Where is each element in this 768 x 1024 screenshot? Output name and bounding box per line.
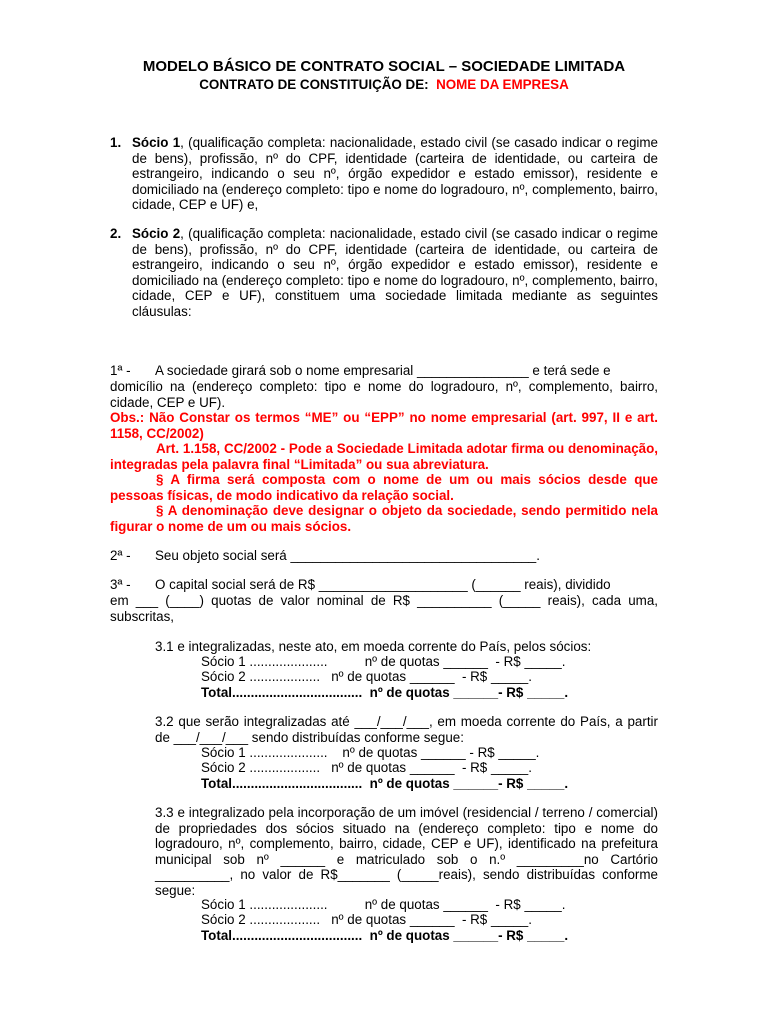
sub-3-2-total: Total................................... nº de quotas ______- R$ _____.	[201, 776, 569, 791]
sub-3-1-total: Total................................... nº de quotas ______- R$ _____.	[201, 685, 569, 700]
page-title: MODELO BÁSICO DE CONTRATO SOCIAL – SOCIEDADE LIMITADA	[142, 58, 626, 75]
sub-3-2-row-socio-1: Sócio 1 ..................... nº de quotas ______ - R$ _____.	[201, 745, 540, 760]
clause-3-line1: O capital social será de R$ ____________________ (______ reais), dividido	[155, 577, 611, 592]
partner-2-name: Sócio 2	[132, 226, 181, 241]
page-subtitle	[0, 77, 768, 93]
sub-3-3-total: Total................................... nº de quotas ______- R$ _____.	[201, 928, 569, 943]
partner-1-paragraph	[132, 135, 658, 213]
company-name-placeholder: NOME DA EMPRESA	[436, 77, 569, 92]
partner-2-text: , (qualificação completa: nacionalidade, estado civil (se casado indicar o regime de bens), profissão, nº do CPF, identidade (carteira de identidade, ou carteira de estrangeiro, indicando o seu nº, órgão expedidor e estado emissor), residente e domiciliado na (endereço completo: tipo e nome do logradouro, nº, complemento, bairro, cidade, CEP e UF), constituem uma sociedade limitada mediante as seguintes cláusulas:	[132, 226, 658, 319]
partner-1-name: Sócio 1	[132, 135, 181, 150]
clause-2-text: Seu objeto social será _________________________________.	[155, 548, 540, 563]
clause-1-line1: A sociedade girará sob o nome empresarial _______________ e terá sede e	[155, 363, 611, 378]
subtitle-prefix: CONTRATO DE CONSTITUIÇÃO DE:	[199, 77, 429, 92]
sub-3-3-row-socio-1: Sócio 1 ..................... nº de quotas ______ - R$ _____.	[201, 897, 566, 912]
clause-2-label: 2ª -	[110, 548, 131, 563]
sub-3-2-row-socio-2: Sócio 2 ................... nº de quotas ______ - R$ _____.	[201, 760, 532, 775]
clause-3-label: 3ª -	[110, 577, 131, 592]
sub-3-1-intro: 3.1 e integralizadas, neste ato, em moeda corrente do País, pelos sócios:	[155, 639, 592, 654]
clause-1-note-firma: § A firma será composta com o nome de um ou mais sócios desde que pessoas físicas, de modo indicativo da relação social.	[110, 472, 658, 503]
partner-1-text: , (qualificação completa: nacionalidade, estado civil (se casado indicar o regime de bens), profissão, nº do CPF, identidade (carteira de identidade, ou carteira de estrangeiro, indicando o seu nº, órgão expedidor e estado emissor), residente e domiciliado na (endereço completo: tipo e nome do logradouro, nº, complemento, bairro, cidade, CEP e UF) e,	[132, 135, 658, 212]
sub-3-1-row-socio-1: Sócio 1 ..................... nº de quotas ______ - R$ _____.	[201, 654, 566, 669]
clause-1-label: 1ª -	[110, 363, 131, 378]
sub-3-3-intro: 3.3 e integralizado pela incorporação de um imóvel (residencial / terreno / comercial) de propriedades dos sócios situado na (endereço completo: tipo e nome do logradouro, nº, complemento, bairro, cidade, CEP e UF), identificado na prefeitura municipal sob nº ______ e matriculado sob o n.º _________no Cartório __________, no valor de R$_______ (_____reais), sendo distribuídas conforme segue:	[155, 805, 658, 898]
sub-3-1-row-socio-2: Sócio 2 ................... nº de quotas ______ - R$ _____.	[201, 669, 532, 684]
clause-1-note-art-1158: Art. 1.158, CC/2002 - Pode a Sociedade Limitada adotar firma ou denominação, integradas pela palavra final “Limitada” ou sua abreviatura.	[110, 441, 658, 472]
partner-2-paragraph	[132, 226, 658, 319]
partner-2-number: 2.	[110, 226, 122, 241]
clause-1-obs: Obs.: Não Constar os termos “ME” ou “EPP” no nome empresarial (art. 997, II e art. 1158, CC/2002)	[110, 410, 658, 441]
partner-1-number: 1.	[110, 135, 122, 150]
clause-3-text: em ___ (____) quotas de valor nominal de R$ __________ (_____ reais), cada uma, subscritas,	[110, 593, 658, 624]
sub-3-2-intro: 3.2 que serão integralizadas até ___/___/___, em moeda corrente do País, a partir de ___/___/___ sendo distribuídas conforme segue:	[155, 714, 658, 745]
clause-1-text: domicílio na (endereço completo: tipo e nome do logradouro, nº, complemento, bairro, cidade, CEP e UF).	[110, 379, 658, 410]
sub-3-3-row-socio-2: Sócio 2 ................... nº de quotas ______ - R$ _____.	[201, 912, 532, 927]
clause-1-note-denominacao: § A denominação deve designar o objeto da sociedade, sendo permitido nela figurar o nome de um ou mais sócios.	[110, 503, 658, 534]
